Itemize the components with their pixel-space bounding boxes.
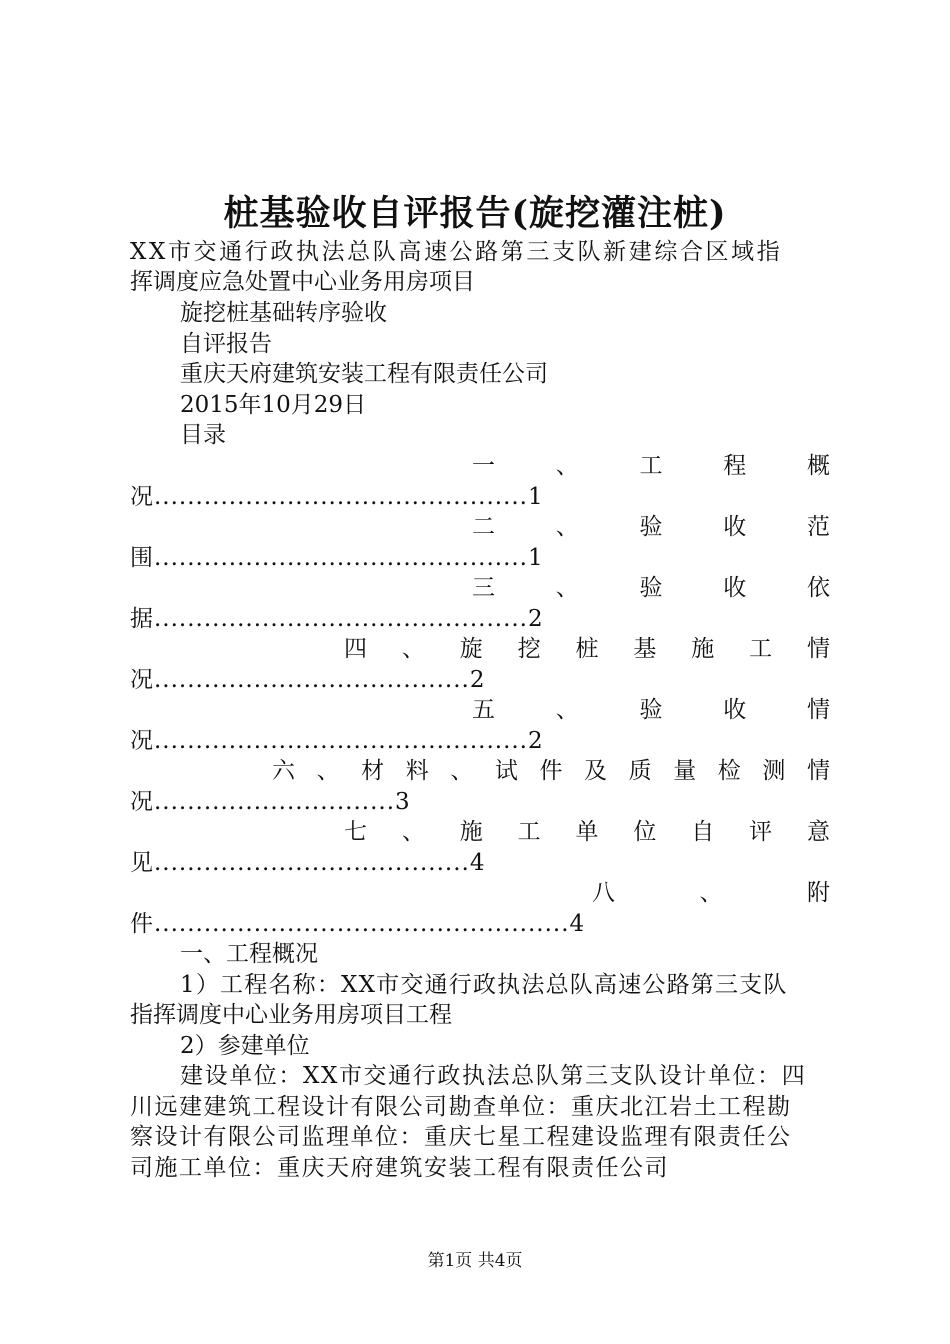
toc-entry-3-leader[interactable]: 据.............................................2 [130,606,544,632]
page-footer: 第1页 共4页 [427,1251,523,1271]
toc-entry-5-leader[interactable]: 况.............................................2 [130,728,544,754]
toc-entry-7-head: 七 、 施 工 单 位 自 评 意 [344,819,830,845]
toc-entry-1-head: 一 、 工 程 概 [472,453,830,479]
project-title-line-2: 指挥调度中心业务用房项目工程 [130,1002,452,1028]
report-date: 2015年10月29日 [180,392,367,418]
toc-entry-8-leader[interactable]: 件..................................................4 [130,911,586,937]
section-1-heading: 一、工程概况 [180,941,318,967]
toc-heading: 目录 [180,422,226,448]
toc-entry-2-leader[interactable]: 围.............................................1 [130,545,544,571]
participants-heading: 2）参建单位 [180,1033,310,1059]
project-name-line-2: 挥调度应急处置中心业务用房项目 [130,269,475,295]
acceptance-subject: 旋挖桩基础转序验收 [180,300,387,326]
document-title: 桩基验收自评报告(旋挖灌注桩) [223,193,727,234]
toc-entry-5-head: 五 、 验 收 情 [472,697,830,723]
toc-entry-1-leader[interactable]: 况.............................................1 [130,484,544,510]
company-name: 重庆天府建筑安装工程有限责任公司 [180,361,548,387]
participants-line-3: 察设计有限公司监理单位：重庆七星工程建设监理有限责任公 [130,1124,792,1150]
participants-line-1: 建设单位：XX市交通行政执法总队第三支队设计单位：四 [180,1063,807,1089]
toc-entry-7-leader[interactable]: 见......................................4 [130,850,486,876]
toc-entry-8-head: 八 、 附 [592,880,830,906]
project-title-line-1: 1）工程名称：XX市交通行政执法总队高速公路第三支队 [180,972,788,998]
toc-entry-3-head: 三 、 验 收 依 [472,575,830,601]
toc-entry-6-head: 六 、 材 料 、 试 件 及 质 量 检 测 情 [272,758,830,784]
project-name-line-1 [130,237,830,267]
participants-line-2: 川远建建筑工程设计有限公司勘查单位：重庆北江岩土工程勘 [130,1094,792,1120]
toc-entry-6-leader[interactable]: 况.............................3 [130,789,411,815]
report-label: 自评报告 [180,331,272,357]
toc-entry-4-leader[interactable]: 况......................................2 [130,667,486,693]
project-name-text-1: XX市交通行政执法总队高速公路第三支队新建综合区域指 [130,239,783,265]
toc-entry-2-head: 二 、 验 收 范 [472,514,830,540]
participants-line-4: 司施工单位：重庆天府建筑安装工程有限责任公司 [130,1155,669,1181]
toc-entry-4-head: 四 、 旋 挖 桩 基 施 工 情 [344,636,830,662]
